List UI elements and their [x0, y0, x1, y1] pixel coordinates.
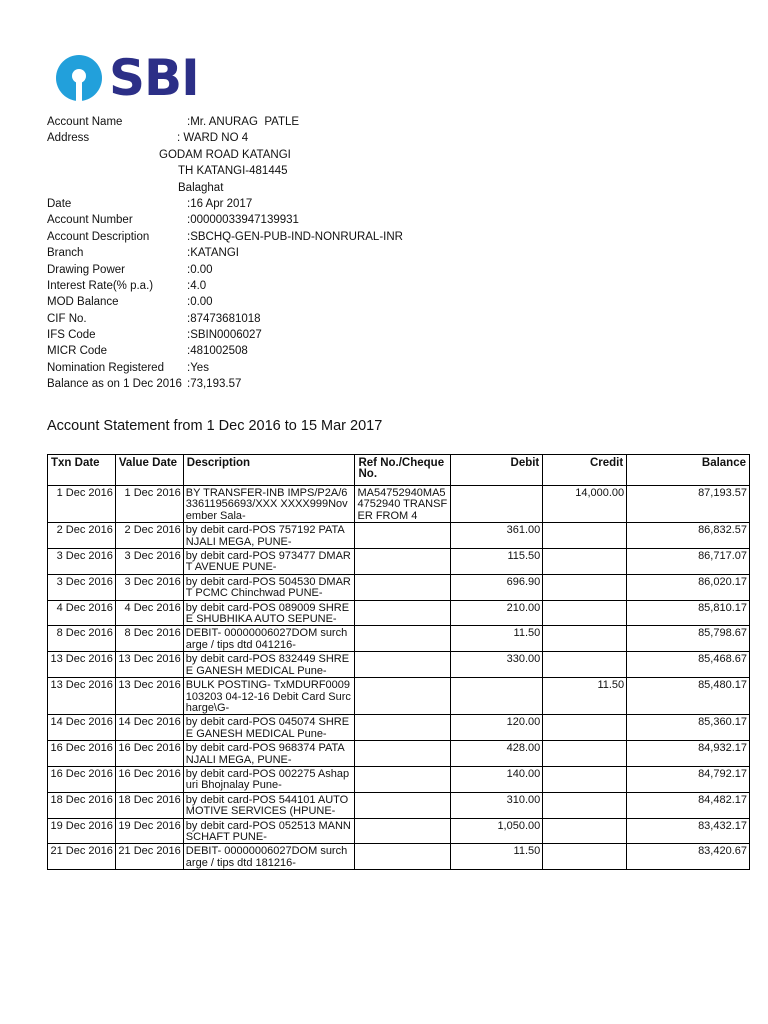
- cell-txn-date: 16 Dec 2016: [48, 741, 116, 767]
- account-detail-row: [47, 196, 403, 212]
- cell-description: DEBIT- 00000006027DOM surcharge / tips dtd 041216-: [183, 626, 355, 652]
- cell-description: by debit card-POS 089009 SHREE SHUBHIKA AUTO SEPUNE-: [183, 600, 355, 626]
- account-detail-value: GODAM ROAD KATANGI: [159, 148, 291, 161]
- cell-value-date: 1 Dec 2016: [115, 486, 183, 523]
- table-row: [48, 486, 750, 523]
- account-detail-label: Interest Rate(% p.a.): [47, 279, 154, 292]
- cell-balance: 87,193.57: [627, 486, 750, 523]
- cell-ref-no: [355, 626, 451, 652]
- header-description: Description: [183, 455, 355, 486]
- account-detail-row: [47, 245, 403, 261]
- cell-debit: 330.00: [451, 652, 543, 678]
- cell-ref-no: [355, 818, 451, 844]
- cell-debit: 11.50: [451, 844, 543, 870]
- sbi-wordmark: SBI: [109, 49, 199, 107]
- cell-ref-no: [355, 766, 451, 792]
- cell-credit: [543, 766, 627, 792]
- cell-balance: 84,932.17: [627, 741, 750, 767]
- cell-credit: [543, 626, 627, 652]
- account-detail-label: Account Description: [47, 230, 150, 243]
- header-value-date: Value Date: [115, 455, 183, 486]
- cell-txn-date: 8 Dec 2016: [48, 626, 116, 652]
- account-detail-value: :SBCHQ-GEN-PUB-IND-NONRURAL-INR: [187, 230, 403, 243]
- cell-balance: 86,020.17: [627, 574, 750, 600]
- account-detail-label: Address: [47, 132, 90, 145]
- cell-balance: 84,482.17: [627, 792, 750, 818]
- account-detail-label: CIF No.: [47, 312, 87, 325]
- account-detail-value: : WARD NO 4: [177, 132, 249, 145]
- account-detail-label: Branch: [47, 247, 84, 260]
- cell-description: DEBIT- 00000006027DOM surcharge / tips dtd 181216-: [183, 844, 355, 870]
- account-detail-row: [47, 278, 403, 294]
- cell-description: by debit card-POS 002275 Ashapuri Bhojnalay Pune-: [183, 766, 355, 792]
- table-row: [48, 678, 750, 715]
- account-detail-label: Nomination Registered: [47, 361, 164, 374]
- account-detail-label: IFS Code: [47, 329, 96, 342]
- account-detail-row: [47, 147, 403, 163]
- cell-description: BY TRANSFER-INB IMPS/P2A/633611956693/XXX XXXX999November Sala-: [183, 486, 355, 523]
- cell-txn-date: 19 Dec 2016: [48, 818, 116, 844]
- cell-value-date: 8 Dec 2016: [115, 626, 183, 652]
- cell-ref-no: [355, 715, 451, 741]
- cell-credit: [543, 818, 627, 844]
- header-credit: Credit: [543, 455, 627, 486]
- table-row: [48, 844, 750, 870]
- cell-credit: 14,000.00: [543, 486, 627, 523]
- header-txn-date: Txn Date: [48, 455, 116, 486]
- account-detail-value: :Mr. ANURAG PATLE: [187, 116, 300, 128]
- cell-description: by debit card-POS 045074 SHREE GANESH MEDICAL Pune-: [183, 715, 355, 741]
- account-detail-value: :73,193.57: [187, 378, 242, 391]
- cell-debit: 11.50: [451, 626, 543, 652]
- table-row: [48, 741, 750, 767]
- cell-description: by debit card-POS 968374 PATANJALI MEGA, PUNE-: [183, 741, 355, 767]
- account-detail-value: :87473681018: [187, 312, 261, 325]
- cell-debit: [451, 678, 543, 715]
- cell-txn-date: 13 Dec 2016: [48, 678, 116, 715]
- account-detail-row: [47, 327, 403, 343]
- cell-value-date: 4 Dec 2016: [115, 600, 183, 626]
- cell-ref-no: [355, 741, 451, 767]
- cell-credit: [543, 600, 627, 626]
- cell-txn-date: 3 Dec 2016: [48, 549, 116, 575]
- cell-txn-date: 16 Dec 2016: [48, 766, 116, 792]
- cell-balance: 85,360.17: [627, 715, 750, 741]
- cell-credit: [543, 844, 627, 870]
- cell-txn-date: 14 Dec 2016: [48, 715, 116, 741]
- cell-value-date: 19 Dec 2016: [115, 818, 183, 844]
- table-row: [48, 715, 750, 741]
- cell-ref-no: [355, 523, 451, 549]
- cell-ref-no: [355, 844, 451, 870]
- table-row: [48, 523, 750, 549]
- account-detail-value: TH KATANGI-481445: [178, 165, 288, 178]
- cell-value-date: 16 Dec 2016: [115, 741, 183, 767]
- table-row: [48, 652, 750, 678]
- cell-description: by debit card-POS 052513 MANNSCHAFT PUNE-: [183, 818, 355, 844]
- cell-credit: [543, 652, 627, 678]
- cell-balance: 85,810.17: [627, 600, 750, 626]
- cell-txn-date: 18 Dec 2016: [48, 792, 116, 818]
- account-detail-label: Account Name: [47, 116, 123, 128]
- cell-value-date: 3 Dec 2016: [115, 549, 183, 575]
- cell-credit: [543, 741, 627, 767]
- account-detail-row: [47, 163, 403, 179]
- account-detail-label: Account Number: [47, 214, 133, 227]
- account-detail-value: :0.00: [187, 263, 213, 276]
- account-details: [47, 114, 403, 393]
- cell-credit: [543, 523, 627, 549]
- cell-credit: 11.50: [543, 678, 627, 715]
- table-row: [48, 818, 750, 844]
- cell-value-date: 13 Dec 2016: [115, 678, 183, 715]
- cell-debit: 140.00: [451, 766, 543, 792]
- statement-title: Account Statement from 1 Dec 2016 to 15 Mar 2017: [47, 418, 383, 434]
- cell-balance: 85,468.67: [627, 652, 750, 678]
- account-detail-label: Drawing Power: [47, 263, 125, 276]
- cell-description: by debit card-POS 973477 DMART AVENUE PUNE-: [183, 549, 355, 575]
- account-detail-row: [47, 114, 403, 130]
- account-detail-row: [47, 376, 403, 392]
- cell-description: BULK POSTING- TxMDURF0009103203 04-12-16 Debit Card Surcharge\G-: [183, 678, 355, 715]
- cell-credit: [543, 549, 627, 575]
- cell-txn-date: 4 Dec 2016: [48, 600, 116, 626]
- cell-description: by debit card-POS 832449 SHREE GANESH MEDICAL Pune-: [183, 652, 355, 678]
- cell-credit: [543, 792, 627, 818]
- cell-description: by debit card-POS 757192 PATANJALI MEGA, PUNE-: [183, 523, 355, 549]
- account-detail-row: [47, 262, 403, 278]
- account-detail-value: :4.0: [187, 279, 207, 292]
- account-detail-label: [47, 180, 178, 196]
- cell-balance: 86,717.07: [627, 549, 750, 575]
- account-detail-label: [47, 147, 159, 163]
- transactions-table: [47, 454, 750, 870]
- cell-value-date: 2 Dec 2016: [115, 523, 183, 549]
- table-row: [48, 549, 750, 575]
- cell-ref-no: MA54752940MA5 4752940 TRANSFER FROM 4: [355, 486, 451, 523]
- header-balance: Balance: [627, 455, 750, 486]
- account-detail-value: :KATANGI: [187, 247, 239, 260]
- cell-debit: 696.90: [451, 574, 543, 600]
- cell-value-date: 16 Dec 2016: [115, 766, 183, 792]
- table-row: [48, 626, 750, 652]
- table-row: [48, 792, 750, 818]
- cell-debit: 428.00: [451, 741, 543, 767]
- account-detail-row: [47, 212, 403, 228]
- account-detail-row: [47, 343, 403, 359]
- cell-debit: 361.00: [451, 523, 543, 549]
- account-detail-value: Balaghat: [178, 181, 224, 194]
- account-detail-value: :481002508: [187, 345, 248, 358]
- cell-ref-no: [355, 549, 451, 575]
- account-detail-row: [47, 360, 403, 376]
- account-detail-row: [47, 180, 403, 196]
- cell-balance: 83,420.67: [627, 844, 750, 870]
- cell-value-date: 14 Dec 2016: [115, 715, 183, 741]
- cell-ref-no: [355, 792, 451, 818]
- cell-description: by debit card-POS 544101 AUTOMOTIVE SERVICES (HPUNE-: [183, 792, 355, 818]
- table-row: [48, 766, 750, 792]
- cell-ref-no: [355, 574, 451, 600]
- cell-ref-no: [355, 678, 451, 715]
- account-detail-value: :SBIN0006027: [187, 329, 262, 342]
- account-detail-value: :Yes: [187, 361, 209, 374]
- table-header-row: [48, 455, 750, 486]
- cell-debit: 120.00: [451, 715, 543, 741]
- cell-credit: [543, 715, 627, 741]
- cell-value-date: 18 Dec 2016: [115, 792, 183, 818]
- cell-balance: 84,792.17: [627, 766, 750, 792]
- cell-txn-date: 1 Dec 2016: [48, 486, 116, 523]
- account-detail-value: :00000033947139931: [187, 214, 299, 227]
- cell-value-date: 13 Dec 2016: [115, 652, 183, 678]
- account-detail-row: [47, 311, 403, 327]
- header-debit: Debit: [451, 455, 543, 486]
- cell-txn-date: 13 Dec 2016: [48, 652, 116, 678]
- cell-debit: 210.00: [451, 600, 543, 626]
- cell-txn-date: 21 Dec 2016: [48, 844, 116, 870]
- cell-txn-date: 3 Dec 2016: [48, 574, 116, 600]
- account-detail-row: [47, 294, 403, 310]
- cell-value-date: 3 Dec 2016: [115, 574, 183, 600]
- cell-txn-date: 2 Dec 2016: [48, 523, 116, 549]
- cell-balance: 83,432.17: [627, 818, 750, 844]
- sbi-logo: [55, 49, 199, 107]
- cell-balance: 85,798.67: [627, 626, 750, 652]
- cell-ref-no: [355, 652, 451, 678]
- sbi-keyhole-icon: [55, 54, 103, 102]
- account-detail-label: MOD Balance: [47, 296, 119, 309]
- cell-debit: 310.00: [451, 792, 543, 818]
- account-detail-label: Date: [47, 197, 72, 210]
- account-detail-label: Balance as on 1 Dec 2016: [47, 378, 182, 391]
- account-detail-row: [47, 229, 403, 245]
- table-body: [48, 486, 750, 870]
- cell-value-date: 21 Dec 2016: [115, 844, 183, 870]
- cell-balance: 85,480.17: [627, 678, 750, 715]
- table-row: [48, 600, 750, 626]
- cell-debit: 115.50: [451, 549, 543, 575]
- account-detail-value: :0.00: [187, 296, 213, 309]
- account-detail-row: [47, 130, 403, 146]
- cell-credit: [543, 574, 627, 600]
- account-detail-value: :16 Apr 2017: [187, 197, 253, 210]
- cell-debit: 1,050.00: [451, 818, 543, 844]
- table-row: [48, 574, 750, 600]
- cell-debit: [451, 486, 543, 523]
- header-ref-no: Ref No./Cheque No.: [355, 455, 451, 486]
- cell-description: by debit card-POS 504530 DMART PCMC Chinchwad PUNE-: [183, 574, 355, 600]
- cell-ref-no: [355, 600, 451, 626]
- account-detail-label: [47, 163, 178, 179]
- account-detail-label: MICR Code: [47, 345, 108, 358]
- cell-balance: 86,832.57: [627, 523, 750, 549]
